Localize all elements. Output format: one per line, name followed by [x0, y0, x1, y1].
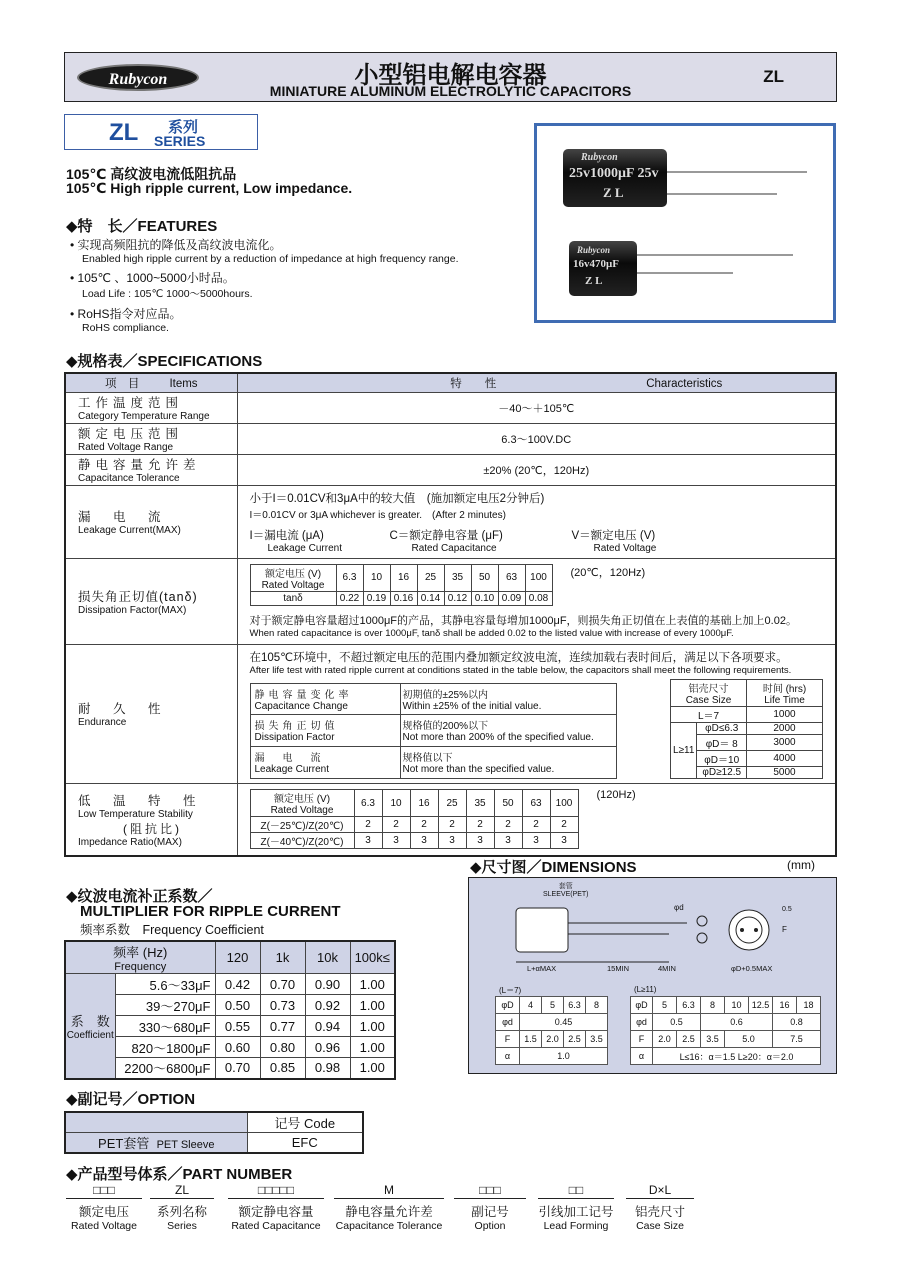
part-item: □□□ 额定电压 Rated Voltage	[66, 1183, 142, 1232]
spec-title: ◆规格表／SPECIFICATIONS	[66, 353, 263, 370]
multiplier-title-1: ◆纹波电流补正系数／	[66, 888, 213, 905]
spec-df-value: 额定电压 (V) Rated Voltage 6.3 10 16 25 35 50 63 100 tanδ 0.22 0.19 0.16 0.14 0.12 0.10 0.09 0.08 (20℃，120Hz) 对于额定静电容量超过1000μF的产品，其静电容量每增加1000μF，则损失角正切值在上表值的基础上加上0.02。 When rated capacitance is over 1000μF, tanδ shall be added 0.02 to the listed value with increase of every 1000μF.	[237, 558, 836, 644]
spec-head-char: 特 性 Characteristics	[237, 373, 836, 392]
option-table: 记号 Code PET套管 PET Sleeve EFC	[64, 1111, 364, 1154]
capacitor-large	[563, 149, 667, 207]
spec-row-label: 耐 久 性 Endurance	[65, 644, 237, 783]
spec-row-label: 损失角正切值(tanδ) Dissipation Factor(MAX)	[65, 558, 237, 644]
title-en: MINIATURE ALUMINUM ELECTROLYTIC CAPACITORS	[269, 83, 632, 99]
page-header	[64, 52, 837, 102]
spec-leak-value: 小于I＝0.01CV和3μA中的较大值 (施加额定电压2分钟后) I＝0.01CV or 3μA whichever is greater. (After 2 minutes) I＝漏电流 (μA) Leakage Current C＝额定静电容量 (μF) Rated Capacitance V＝额定电压 (V) Rated Voltage	[237, 485, 836, 558]
series-code: ZL	[763, 67, 784, 86]
f05-label: 0.5	[782, 906, 792, 913]
spec-table	[64, 372, 837, 857]
tagline-en: 105℃ High ripple current, Low impedance.	[66, 180, 353, 196]
feature-en: Load Life : 105℃ 1000～5000hours.	[82, 288, 253, 300]
tagline-cn: 105℃ 高纹波电流低阻抗品	[66, 166, 237, 182]
cap-brand: Rubycon	[581, 152, 618, 163]
spec-temp-value: －40～＋105℃	[237, 392, 836, 423]
table1-title: (L＝7)	[499, 986, 522, 995]
dim-table-l11: φD 5 6.3 8 10 12.5 16 18 φd 0.5 0.6 0.8 F 2.0 2.5 3.5 5.0 7.5 α L≤16：α＝1.5 L≥20：α＝2.0	[630, 996, 821, 1065]
feature-cn: • 实现高频阻抗的降低及高纹波电流化。	[70, 238, 282, 252]
phi-D-label: φD+0.5MAX	[731, 964, 773, 973]
spec-volt-value: 6.3～100V.DC	[237, 423, 836, 454]
feature-cn: • RoHS指令对应品。	[70, 307, 182, 321]
part-item: □□□ 副记号 Option	[454, 1183, 526, 1232]
feature-en: Enabled high ripple current by a reduction of impedance at high frequency range.	[82, 253, 459, 265]
cap-series: Z L	[603, 185, 624, 200]
spec-tol-value: ±20% (20℃，120Hz)	[237, 454, 836, 485]
df-table: 额定电压 (V) Rated Voltage 6.3 10 16 25 35 50 63 100 tanδ 0.22 0.19 0.16 0.14 0.12 0.10 0.09 0.08	[250, 564, 553, 606]
feature-cn: • 105℃ 、1000~5000小时品。	[70, 271, 235, 285]
spec-lowtemp-value: 额定电压 (V) Rated Voltage 6.3 10 16 25 35 50 63 100 Z(－25℃)/Z(20℃) 2 2 2 2 2 2 2 2 Z(－40℃)/Z(20℃) 3 3 3 3 3 3 3 3 (120Hz)	[237, 783, 836, 856]
endurance-table: 静电容量变化率 Capacitance Change 初期值的±25%以内 Within ±25% of the initial value. 损失角正切值 Dissipation Factor 规格值的200%以下 Not more than 200% of the specified value. 漏 电 流 Leakage Current 规格值以下 Not more than the specified value.	[250, 683, 617, 779]
product-photo	[534, 123, 836, 323]
part-item: □□□□□ 额定静电容量 Rated Capacitance	[228, 1183, 324, 1232]
features-list	[70, 236, 459, 334]
lead-wire	[633, 272, 733, 274]
cap-rating: 25v1000μF 25v	[569, 166, 659, 181]
spec-row-label: 静电容量允许差 Capacitance Tolerance	[65, 454, 237, 485]
spec-endurance-value: 在105℃环境中，不超过额定电压的范围内叠加额定纹波电流，连续加载右表时间后，满足以下各项要求。 After life test with rated ripple current at conditions stated in the table below, the capacitors shall meet the following requirements. 静电容量变化率 Capacitance Change 初期值的±25%以内 Within ±25% of the initial value. 损失角正切值 Dissipation Factor 规格值的200%以下 Not more than 200% of the specified value. 漏 电 流 Leakage Current 规格值以下 Not more than the specified value. 铝壳尺寸 Case Size 时间 (hrs) Life Time L＝7 1000 L≥11 φD≤6.3 2000 φD＝ 8 3000 φD＝10 4000 φD≥12.5 5000	[237, 644, 836, 783]
spec-head-items: 项 目 Items	[65, 373, 237, 392]
series-name: ZL	[109, 119, 139, 146]
spec-row-label: 工作温度范围 Category Temperature Range	[65, 392, 237, 423]
spec-row-label: 低 温 特 性 Low Temperature Stability (阻抗比) Impedance Ratio(MAX)	[65, 783, 237, 856]
dimensions-drawing	[468, 877, 837, 1074]
cap-rating: 16v470μF	[573, 258, 619, 270]
part-item: □□ 引线加工记号 Lead Forming	[538, 1183, 614, 1232]
lead-wire	[657, 193, 777, 195]
option-title: ◆副记号／OPTION	[66, 1091, 196, 1108]
part-item: M 静电容量允许差 Capacitance Tolerance	[335, 1183, 443, 1232]
multiplier-table: 频率 (Hz) Frequency 120 1k 10k 100k≤ 系 数 Coefficient 5.6～33μF 0.42 0.70 0.90 1.00 39～270μF 0.50 0.73 0.92 1.00 330～680μF 0.55 0.77 0.94 1.00 820～1800μF 0.60 0.80 0.96 1.00 2200～6800μF 0.70 0.85 0.98 1.00	[64, 940, 396, 1080]
table2-title: (L≥11)	[634, 985, 657, 994]
lead-wire	[657, 171, 807, 173]
cap-series: Z L	[585, 275, 603, 287]
series-cn: 系列	[168, 119, 199, 136]
series-box	[64, 114, 258, 150]
4min-label: 4MIN	[658, 964, 676, 973]
dim-table-l7: φD 4 5 6.3 8 φd 0.45 F 1.5 2.0 2.5 3.5 α 1.0	[495, 996, 608, 1065]
feature-en: RoHS compliance.	[82, 322, 169, 334]
sleeve-label: 套管 SLEEVE(PET)	[543, 883, 589, 898]
capacitor-small	[569, 241, 637, 296]
lead-wire	[633, 254, 793, 256]
rubycon-logo: Rubycon	[77, 64, 199, 91]
phi-d-label: φd	[674, 903, 684, 912]
dimensions-unit: (mm)	[787, 858, 815, 872]
multiplier-title-2: MULTIPLIER FOR RIPPLE CURRENT	[80, 903, 341, 920]
f-label: F	[782, 925, 787, 934]
dimensions-title: ◆尺寸图／DIMENSIONS	[470, 859, 637, 876]
lowtemp-table: 额定电压 (V) Rated Voltage 6.3 10 16 25 35 50 63 100 Z(－25℃)/Z(20℃) 2 2 2 2 2 2 2 2 Z(－40℃)/Z(20℃) 3 3 3 3 3 3 3 3	[250, 789, 579, 849]
spec-row-label: 额定电压范围 Rated Voltage Range	[65, 423, 237, 454]
life-table: 铝壳尺寸 Case Size 时间 (hrs) Life Time L＝7 1000 L≥11 φD≤6.3 2000 φD＝ 8 3000 φD＝10 4000 φD≥12.5 5000	[670, 679, 823, 779]
spec-row-label: 漏 电 流 Leakage Current(MAX)	[65, 485, 237, 558]
part-title: ◆产品型号体系／PART NUMBER	[66, 1166, 293, 1183]
title-cn: 小型铝电解电容器	[354, 62, 547, 89]
series-en: SERIES	[154, 133, 206, 149]
l-max-label: L+αMAX	[527, 964, 557, 973]
part-item: ZL 系列名称 Series	[150, 1183, 214, 1232]
features-title: ◆特 长／FEATURES	[66, 218, 218, 235]
multiplier-sub: 频率系数 Frequency Coefficient	[80, 923, 264, 937]
15min-label: 15MIN	[607, 964, 630, 973]
cap-brand: Rubycon	[577, 245, 611, 255]
part-item: D×L 铝壳尺寸 Case Size	[626, 1183, 694, 1232]
